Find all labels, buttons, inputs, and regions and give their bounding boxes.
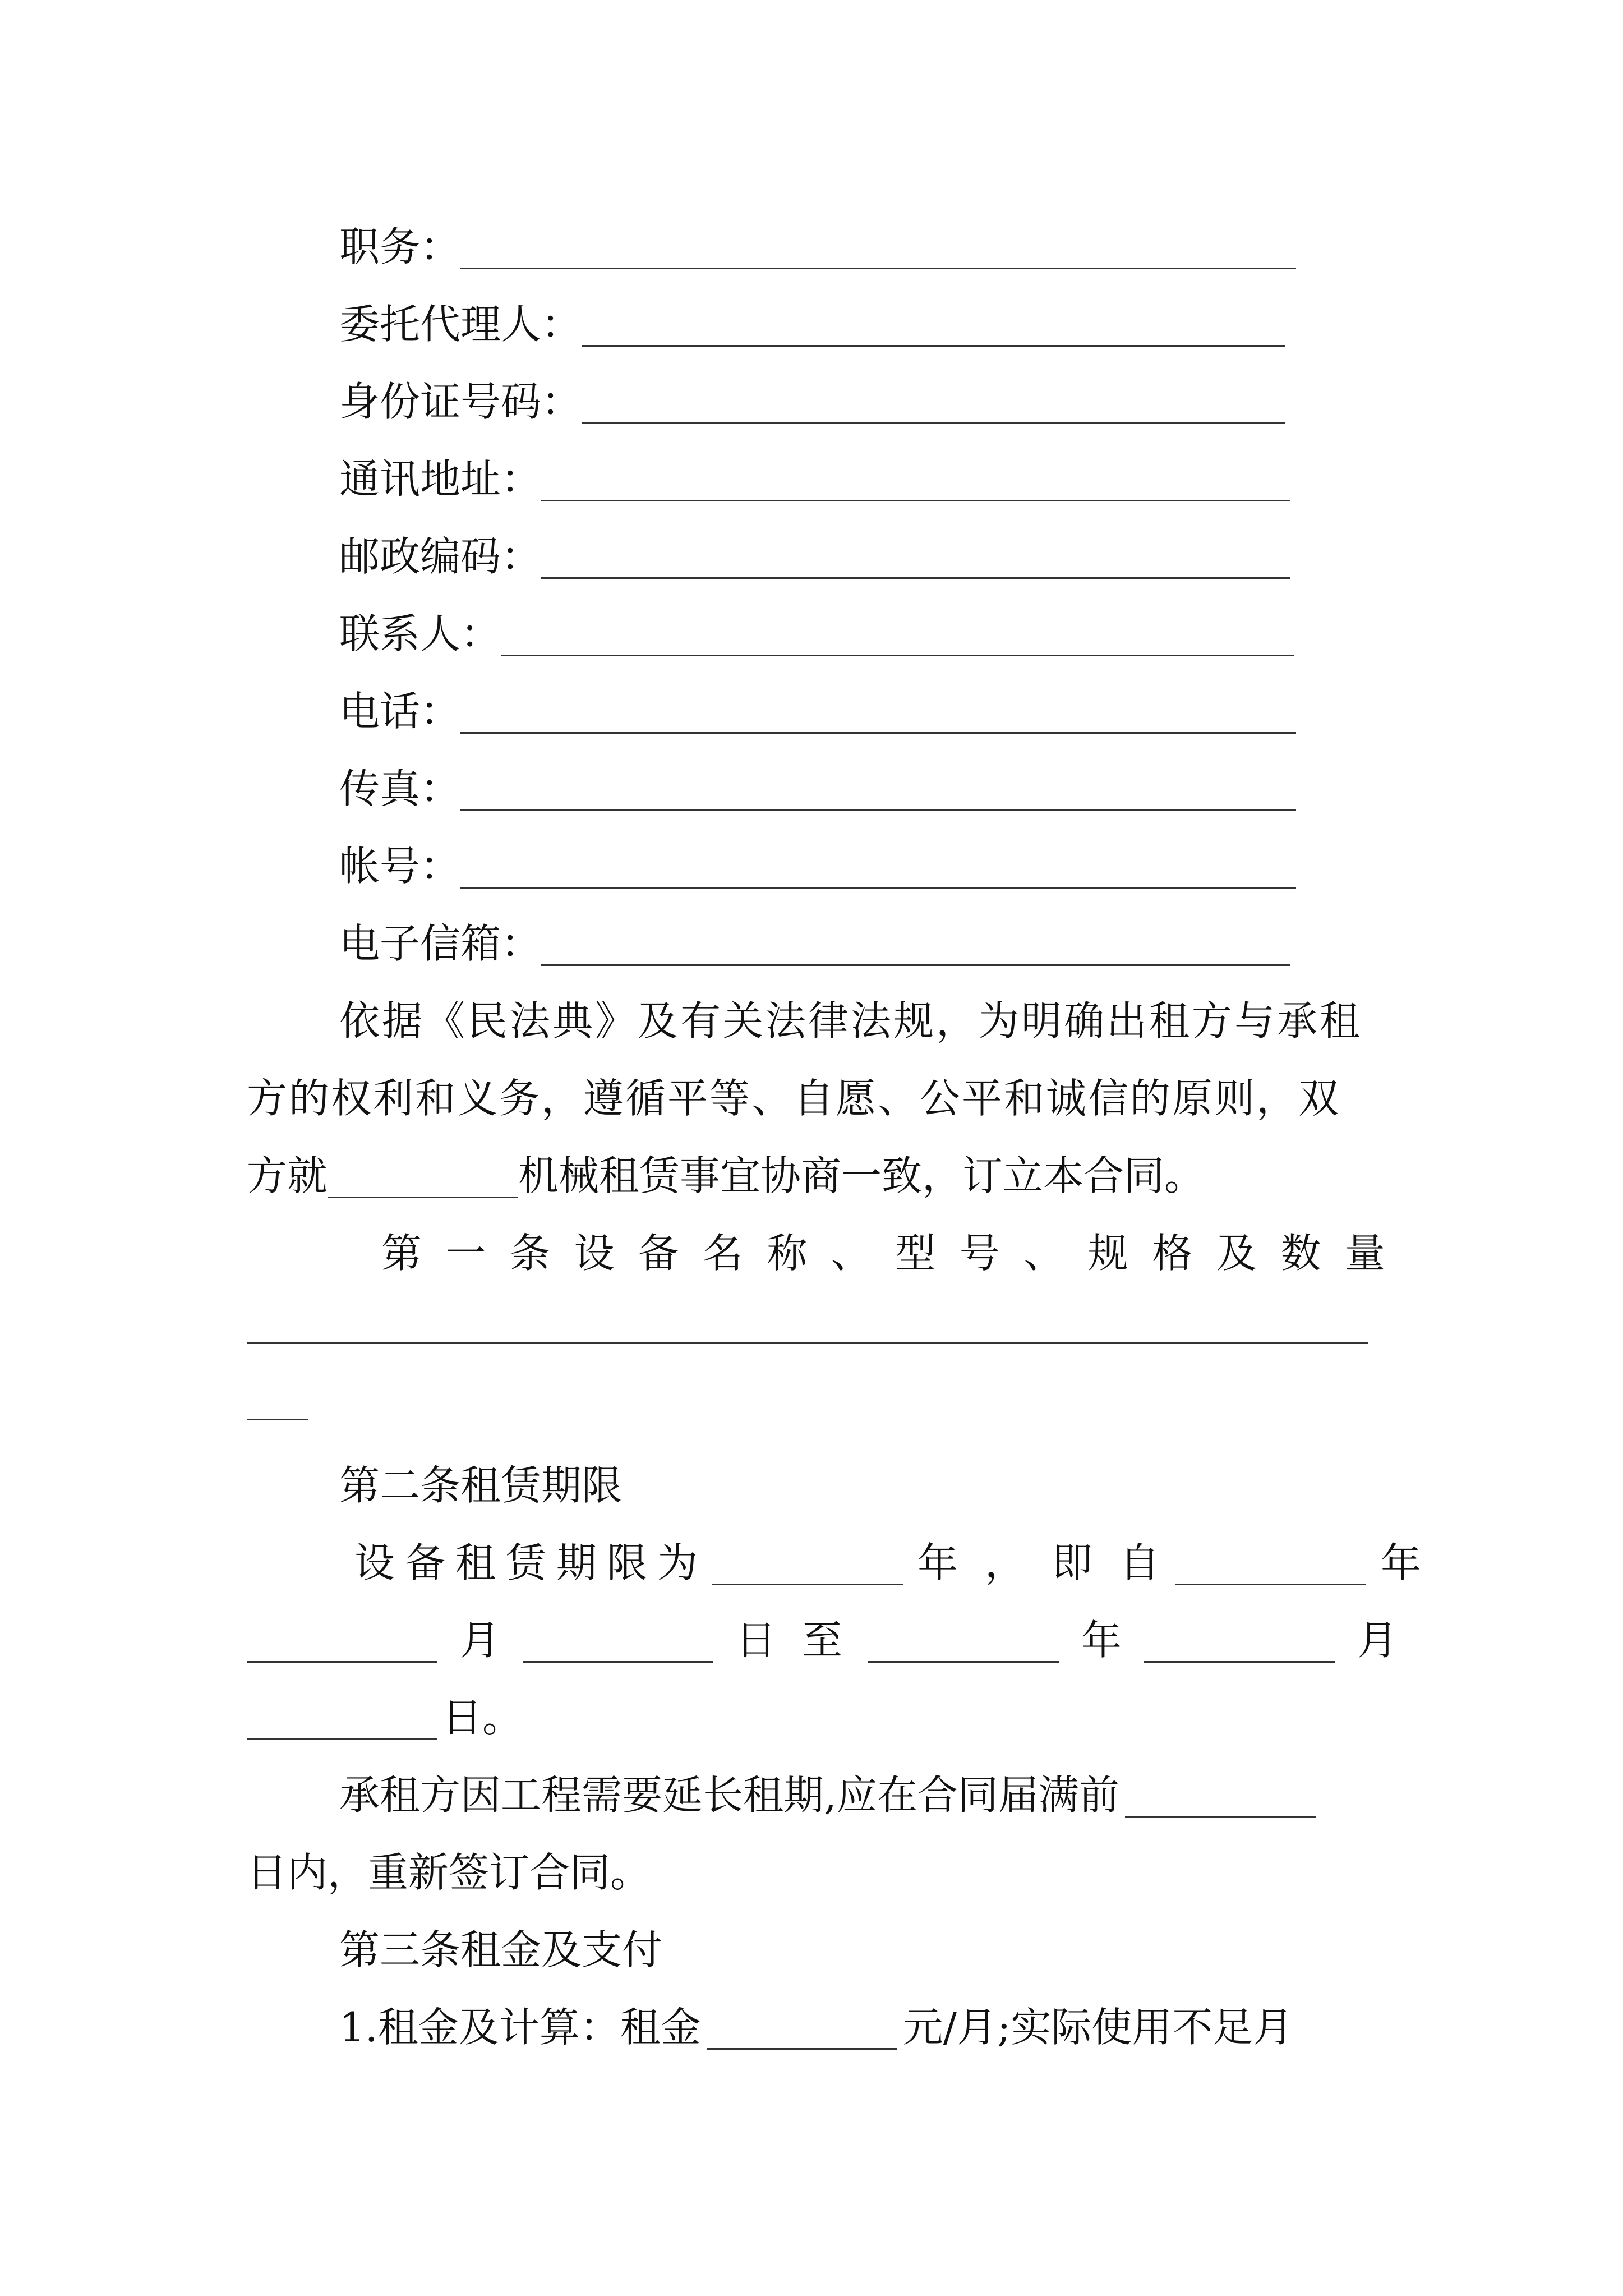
intro-line-3 <box>0 1137 1623 1198</box>
blank-line[interactable] <box>541 500 1290 501</box>
body-text: 日。 <box>442 1694 523 1741</box>
blank-line[interactable] <box>582 422 1285 424</box>
blank-line[interactable] <box>328 1197 518 1198</box>
article-2-line-1 <box>0 1524 1623 1585</box>
blank-line[interactable] <box>460 887 1296 889</box>
article-2-extension-line-2 <box>0 1833 1623 1895</box>
heading-char: 型 <box>895 1230 936 1277</box>
intro-text: 依据《民法典》及有关法律法规，为明确出租方与承租 <box>339 997 1363 1045</box>
field-label: 帐号： <box>339 843 461 890</box>
body-text: 日内，重新签订合同。 <box>247 1849 651 1896</box>
field-label: 职务： <box>339 223 461 270</box>
heading-char: 称 <box>767 1230 808 1277</box>
field-agent <box>0 285 1623 347</box>
blank-line[interactable] <box>1175 1584 1366 1585</box>
heading-char: 规 <box>1087 1230 1128 1277</box>
intro-line-2 <box>0 1059 1623 1121</box>
heading-char: 、 <box>1023 1230 1064 1277</box>
field-label: 邮政编码： <box>339 533 542 580</box>
heading-char: 量 <box>1344 1230 1385 1277</box>
blank-line[interactable] <box>460 732 1296 734</box>
heading-char: 第 <box>381 1230 422 1277</box>
blank-line[interactable] <box>1144 1661 1335 1663</box>
body-text: 年 <box>1081 1617 1122 1664</box>
body-text: 承租方因工程需要延长租期,应在合同届满前 <box>339 1772 1119 1819</box>
field-account <box>0 827 1623 889</box>
blank-line[interactable] <box>868 1661 1059 1663</box>
blank-line[interactable] <box>582 345 1285 347</box>
article-2-extension-line-1 <box>0 1756 1623 1818</box>
heading-char: 设 <box>574 1230 615 1277</box>
blank-line[interactable] <box>247 1661 437 1663</box>
heading-char: 及 <box>1216 1230 1257 1277</box>
heading-char: 号 <box>959 1230 1000 1277</box>
blank-line[interactable] <box>460 809 1296 811</box>
heading-char: 、 <box>831 1230 872 1277</box>
heading-char: 条 <box>510 1230 551 1277</box>
section-title: 第二条租赁期限 <box>339 1462 623 1509</box>
heading-char: 数 <box>1280 1230 1321 1277</box>
blank-line[interactable] <box>501 655 1294 656</box>
article-1-heading <box>381 1214 1385 1276</box>
blank-line[interactable] <box>523 1661 713 1663</box>
body-text: 设备租赁期限为 <box>354 1539 708 1586</box>
intro-text: 方就 <box>247 1152 328 1199</box>
heading-char: 格 <box>1152 1230 1193 1277</box>
intro-text: 方的权利和义务，遵循平等、自愿、公平和诚信的原则，双 <box>247 1075 1341 1122</box>
heading-char: 一 <box>445 1230 486 1277</box>
blank-line[interactable] <box>712 1584 903 1585</box>
field-postcode <box>0 517 1623 579</box>
body-text: 元/月;实际使用不足月 <box>902 2004 1294 2051</box>
intro-text: 机械租赁事宜协商一致，订立本合同。 <box>518 1152 1205 1199</box>
field-label: 传真： <box>339 765 461 812</box>
body-text: 年，即自 <box>917 1539 1187 1586</box>
article-3-title <box>0 1911 1623 1972</box>
blank-line[interactable] <box>247 1419 308 1420</box>
article-3-line-1 <box>0 1988 1623 2050</box>
field-fax <box>0 749 1623 811</box>
heading-char: 名 <box>702 1230 743 1277</box>
blank-line[interactable] <box>541 577 1290 579</box>
field-label: 电话： <box>339 688 461 735</box>
field-label: 联系人： <box>339 610 501 657</box>
blank-line[interactable] <box>1125 1816 1316 1818</box>
article-2-line-3 <box>0 1678 1623 1740</box>
field-phone <box>0 672 1623 734</box>
body-text: 月 <box>460 1617 501 1664</box>
blank-line[interactable] <box>707 2048 897 2050</box>
field-address <box>0 440 1623 501</box>
field-position <box>0 208 1623 269</box>
field-label: 通讯地址： <box>339 455 542 503</box>
field-label: 委托代理人： <box>339 301 582 348</box>
blank-line[interactable] <box>460 268 1296 269</box>
field-label: 身份证号码： <box>339 378 582 425</box>
body-text: 1.租金及计算：租金 <box>339 2004 701 2051</box>
field-contact <box>0 595 1623 656</box>
blank-line[interactable] <box>541 964 1290 966</box>
body-text: 月 <box>1357 1617 1398 1664</box>
field-email <box>0 904 1623 966</box>
field-label: 电子信箱： <box>339 920 542 967</box>
body-text: 日至 <box>736 1617 869 1664</box>
body-text: 年 <box>1381 1539 1422 1586</box>
field-id-number <box>0 362 1623 424</box>
blank-line[interactable] <box>247 1342 1368 1344</box>
section-title: 第三条租金及支付 <box>339 1926 663 1973</box>
intro-line-1 <box>0 982 1623 1043</box>
heading-char: 备 <box>638 1230 679 1277</box>
article-2-line-2 <box>0 1601 1623 1663</box>
blank-line[interactable] <box>247 1738 437 1740</box>
article-2-title <box>0 1446 1623 1508</box>
